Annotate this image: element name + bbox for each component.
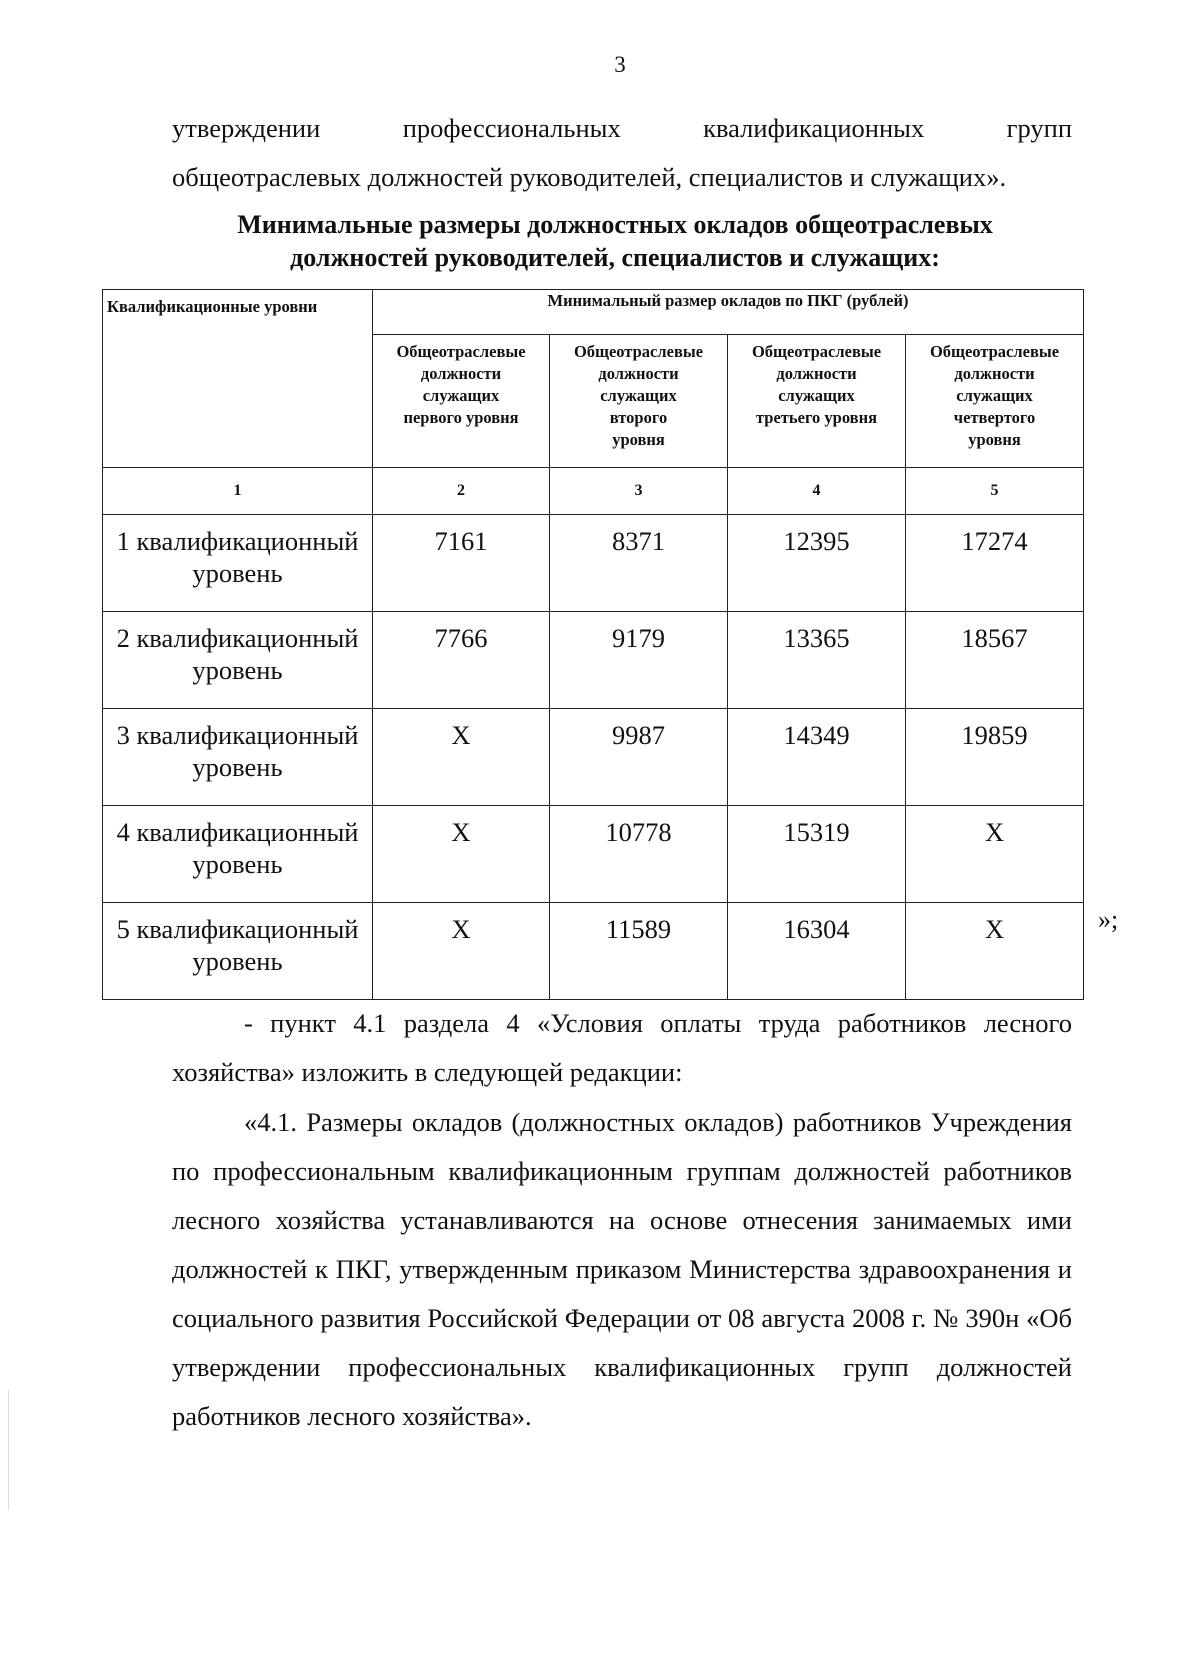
header-text: служащих — [778, 386, 855, 405]
column-number: 3 — [550, 468, 728, 515]
salary-cell: 12395 — [728, 515, 906, 612]
header-qualification-levels: Квалификационные уровни — [103, 290, 373, 468]
level-text: уровень — [192, 849, 283, 879]
salary-cell: 16304 — [728, 903, 906, 1000]
page-number: 3 — [614, 52, 626, 77]
scan-margin-line — [8, 1390, 9, 1510]
salary-cell: Х — [906, 806, 1084, 903]
column-number-row — [103, 468, 1084, 515]
header-group-3 — [728, 335, 906, 468]
level-cell — [103, 612, 373, 709]
header-text: служащих — [422, 386, 500, 405]
level-text: 1 квалификационный — [116, 526, 359, 556]
header-text: третьего уровня — [755, 408, 878, 427]
table-row — [103, 806, 1084, 903]
header-min-salary: Минимальный размер окладов по ПКГ (рублей) — [373, 290, 1084, 335]
intro-word: утверждении — [172, 113, 321, 143]
level-text: уровень — [192, 752, 283, 782]
level-text: 2 квалификационный — [116, 623, 359, 653]
level-cell — [103, 806, 373, 903]
salary-cell: Х — [373, 903, 550, 1000]
header-text: Общеотраслевые — [573, 342, 704, 361]
salary-cell: 15319 — [728, 806, 906, 903]
closing-quote: »; — [1098, 905, 1119, 934]
intro-word: групп — [1006, 113, 1073, 143]
level-text: 5 квалификационный — [116, 914, 359, 944]
intro-line-2: общеотраслевых должностей руководителей, специалистов и служащих». — [172, 162, 1007, 192]
paragraph-4-1-text: «4.1. Размеры окладов (должностных окладов) работников Учреждения по профессиональным квалификационным группам должностей работников лесного хозяйства устанавливаются на основе отнесения занимаемых ими должностей к ПКГ, утвержденным приказом Министерства здравоохранения и социального развития Российской Федерации от 08 августа 2008 г. № 390н «Об утверждении профессиональных квалификационных групп должностей работников лесного хозяйства». — [172, 1107, 1072, 1431]
header-text: уровня — [612, 430, 665, 449]
salary-cell: Х — [906, 903, 1084, 1000]
intro-paragraph — [172, 104, 1072, 202]
level-cell — [103, 709, 373, 806]
header-text: Общеотраслевые — [929, 342, 1060, 361]
header-text: Общеотраслевые — [396, 342, 526, 361]
heading-line-2: должностей руководителей, специалистов и служащих: — [290, 243, 940, 272]
header-text: первого уровня — [403, 408, 519, 427]
level-text: уровень — [192, 655, 283, 685]
level-cell — [103, 903, 373, 1000]
header-text: Общеотраслевые — [751, 342, 882, 361]
header-text: должности — [598, 364, 679, 383]
header-text: должности — [776, 364, 857, 383]
table-row — [103, 612, 1084, 709]
table-heading — [100, 208, 1130, 274]
level-text: уровень — [192, 558, 283, 588]
header-text: второго — [609, 408, 668, 427]
header-text: четвертого — [953, 408, 1036, 427]
level-text: уровень — [192, 946, 283, 976]
level-text: 3 квалификационный — [116, 720, 359, 750]
table-row — [103, 709, 1084, 806]
header-text: уровня — [968, 430, 1021, 449]
intro-word: профессиональных — [402, 113, 621, 143]
salary-table — [102, 289, 1084, 1000]
paragraph-item-4-1: - пункт 4.1 раздела 4 «Условия оплаты труда работников лесного хозяйства» изложить в следующей редакции: — [172, 1008, 1072, 1087]
salary-cell: 8371 — [550, 515, 728, 612]
level-cell — [103, 515, 373, 612]
header-text: должности — [420, 364, 502, 383]
header-group-4 — [906, 335, 1084, 468]
salary-cell: Х — [373, 806, 550, 903]
intro-line-1 — [172, 104, 1072, 153]
column-number: 1 — [103, 468, 373, 515]
salary-cell: 19859 — [906, 709, 1084, 806]
level-text: 4 квалификационный — [116, 817, 359, 847]
salary-cell: Х — [373, 709, 550, 806]
table-row — [103, 903, 1084, 1000]
salary-cell: 9987 — [550, 709, 728, 806]
heading-line-1: Минимальные размеры должностных окладов общеотраслевых — [237, 210, 993, 239]
salary-cell: 10778 — [550, 806, 728, 903]
header-group-2 — [550, 335, 728, 468]
salary-cell: 9179 — [550, 612, 728, 709]
column-number: 4 — [728, 468, 906, 515]
header-text: должности — [954, 364, 1035, 383]
column-number: 5 — [906, 468, 1084, 515]
salary-cell: 7161 — [373, 515, 550, 612]
salary-cell: 13365 — [728, 612, 906, 709]
header-text: служащих — [956, 386, 1033, 405]
salary-cell: 18567 — [906, 612, 1084, 709]
salary-cell: 11589 — [550, 903, 728, 1000]
intro-word: квалификационных — [703, 113, 925, 143]
header-group-1 — [373, 335, 550, 468]
table-row — [103, 515, 1084, 612]
salary-cell: 14349 — [728, 709, 906, 806]
header-text: служащих — [600, 386, 677, 405]
column-number: 2 — [373, 468, 550, 515]
salary-cell: 7766 — [373, 612, 550, 709]
salary-cell: 17274 — [906, 515, 1084, 612]
